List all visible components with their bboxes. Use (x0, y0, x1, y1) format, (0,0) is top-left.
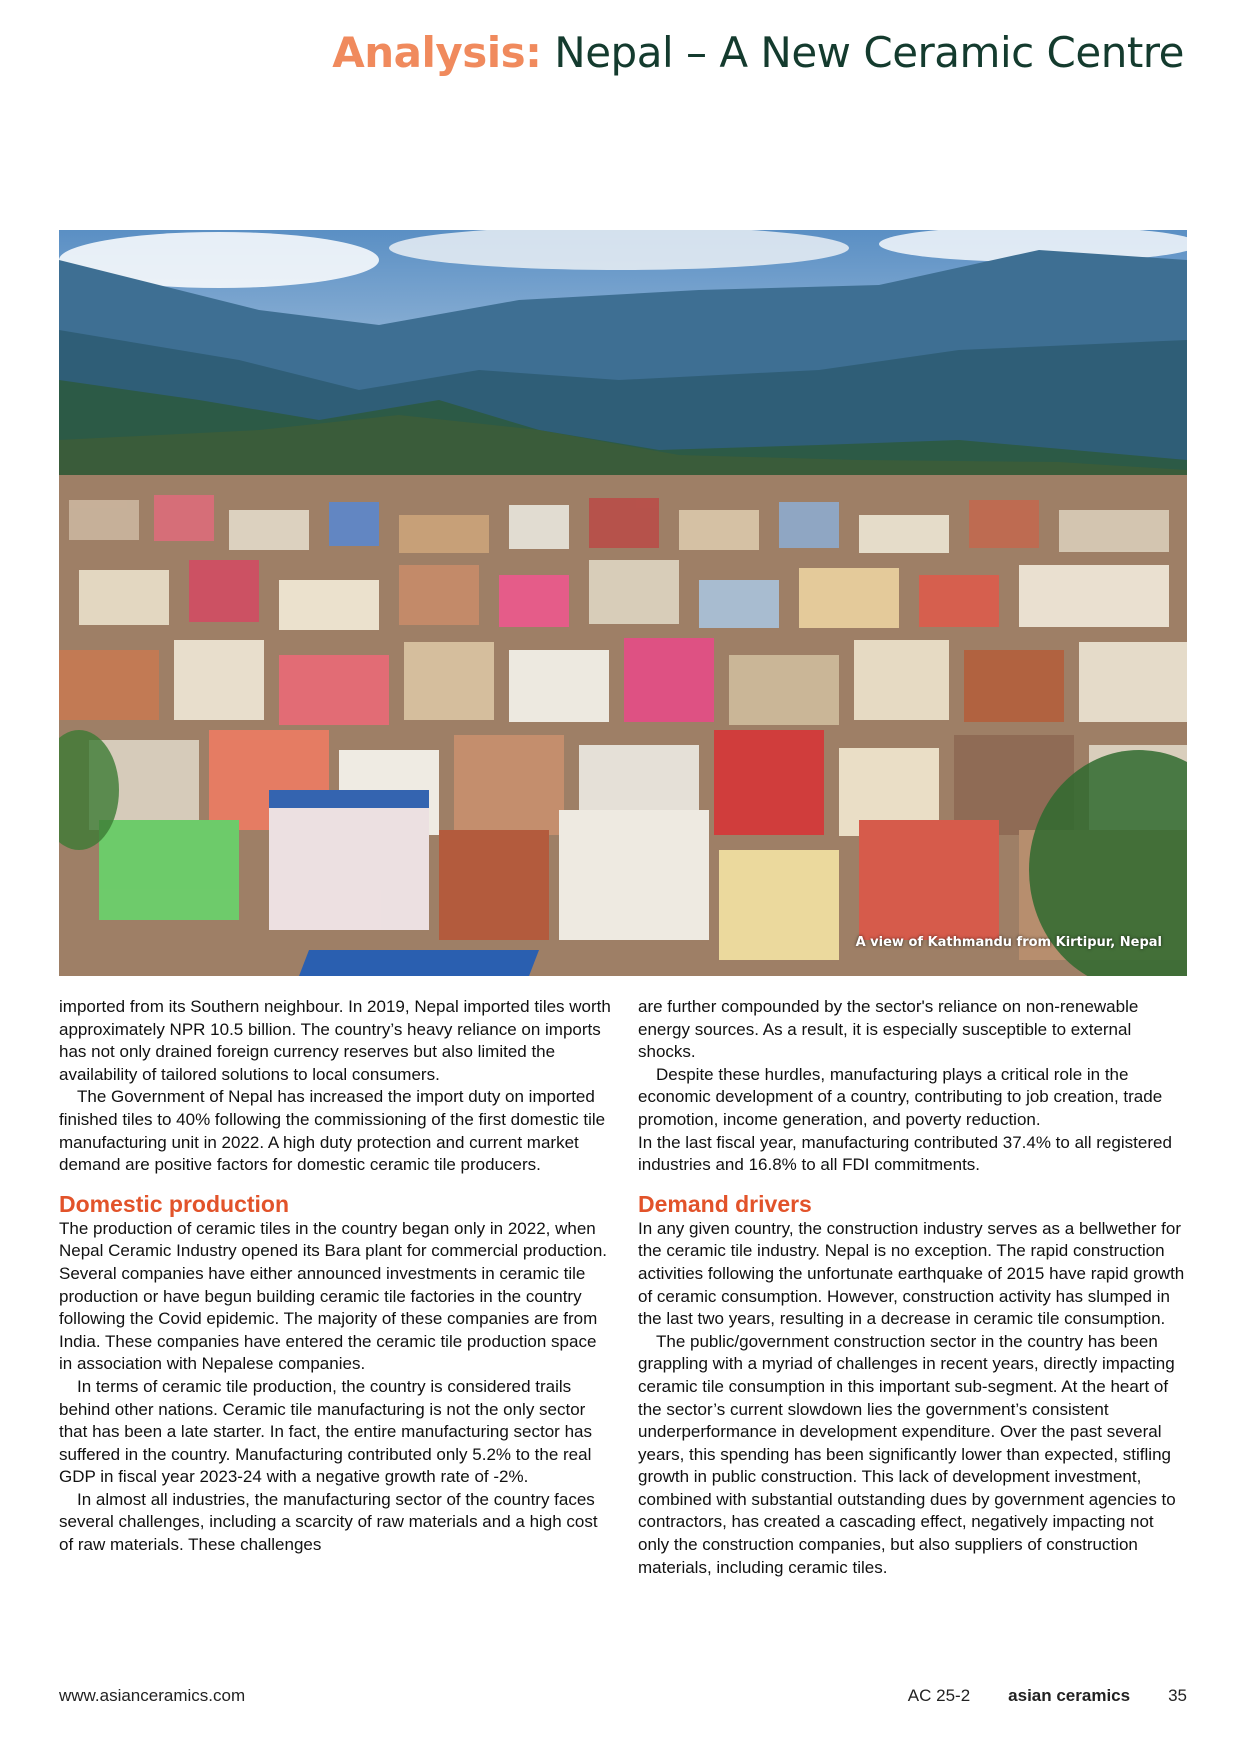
kathmandu-photo (59, 230, 1187, 976)
page-footer (59, 1686, 1187, 1708)
photo-caption: A view of Kathmandu from Kirtipur, Nepal (855, 935, 1162, 950)
left-paragraph-5: In almost all industries, the manufacturing sector of the country faces several challenges, including a scarcity of raw materials and a high cost of raw materials. These challenges (59, 1489, 598, 1555)
left-column (59, 996, 611, 1557)
section-heading-domestic-production: Domestic production (59, 1190, 290, 1217)
right-paragraph-1: are further compounded by the sector's reliance on non-renewable energy sources. As a result, it is especially susceptible to external shocks. (638, 997, 1139, 1062)
footer-right (908, 1686, 1187, 1706)
section-heading-demand-drivers: Demand drivers (638, 1190, 812, 1217)
page-title (332, 28, 1184, 77)
right-paragraph-4: In any given country, the construction industry serves as a bellwether for the ceramic tile industry. Nepal is no exception. The rapid construction activities following the unfortunate earthquake of 2015 have rapid growth of ceramic consumption. However, construction activity has slumped in the last two years, resulting in a decrease in ceramic tile consumption. (638, 1218, 1185, 1329)
right-paragraph-2: Despite these hurdles, manufacturing plays a critical role in the economic development of a country, contributing to job creation, trade promotion, income generation, and poverty reduction. (638, 1064, 1163, 1129)
right-paragraph-3: In the last fiscal year, manufacturing contributed 37.4% to all registered industries and 16.8% to all FDI commitments. (638, 1132, 1172, 1175)
page-number: 35 (1168, 1686, 1187, 1705)
right-paragraph-5: The public/government construction sector in the country has been grappling with a myriad of challenges in recent years, directly impacting ceramic tile consumption in this important sub-segment. At the heart of the sector’s current slowdown lies the government’s consistent underperformance in development expenditure. Over the past several years, this spending has been significantly lower than expected, stifling growth in public construction. This lack of development investment, combined with substantial outstanding dues by government agencies to contractors, has created a cascading effect, negatively impacting not only the construction companies, but also suppliers of construction materials, including ceramic tiles. (638, 1331, 1176, 1577)
city-illustration (59, 230, 1187, 976)
left-paragraph-2: The Government of Nepal has increased the import duty on imported finished tiles to 40% following the commissioning of the first domestic tile manufacturing unit in 2022. A high duty protection and current market demand are positive factors for domestic ceramic tile producers. (59, 1087, 606, 1175)
right-column (638, 996, 1188, 1579)
title-text: Nepal – A New Ceramic Centre (554, 28, 1184, 77)
left-paragraph-4: In terms of ceramic tile production, the country is considered trails behind other nations. Ceramic tile manufacturing is not the only sector that has been a late starter. In fact, the entire manufacturing sector has suffered in the country. Manufacturing contributed only 5.2% to the real GDP in fiscal year 2023-24 with a negative growth rate of -2%. (59, 1376, 592, 1487)
left-paragraph-3: The production of ceramic tiles in the country began only in 2022, when Nepal Ceramic Industry opened its Bara plant for commercial production. Several companies have either announced investments in ceramic tile production or have begun building ceramic tile factories in the country following the Covid epidemic. The majority of these companies are from India. These companies have entered the ceramic tile production space in association with Nepalese companies. (59, 1218, 608, 1374)
left-paragraph-1: imported from its Southern neighbour. In 2019, Nepal imported tiles worth approximately NPR 10.5 billion. The country’s heavy reliance on imports has not only drained foreign currency reserves but also limited the availability of tailored solutions to local consumers. (59, 997, 611, 1084)
footer-issue: AC 25-2 (907, 1686, 971, 1705)
title-label: Analysis: (332, 28, 542, 77)
footer-url[interactable]: www.asianceramics.com (59, 1686, 246, 1705)
footer-magazine: asian ceramics (1008, 1686, 1131, 1705)
